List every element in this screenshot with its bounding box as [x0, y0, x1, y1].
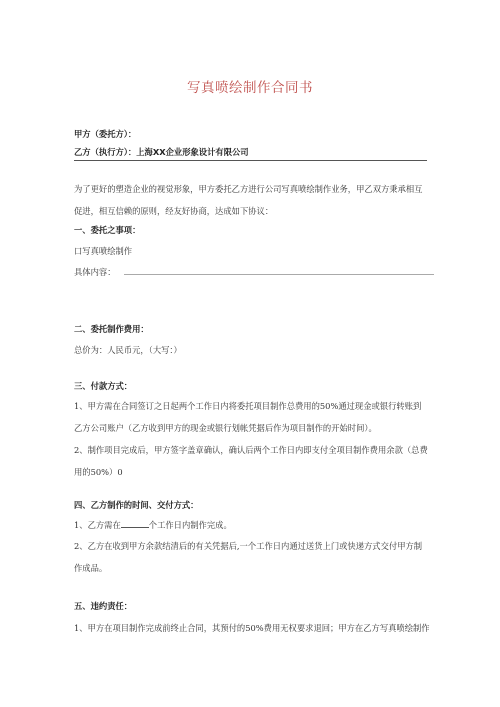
- s4-p1-start: 1、乙方需在: [74, 520, 121, 530]
- days-blank: [121, 519, 149, 528]
- section-1-detail: [74, 266, 434, 278]
- section-3-paragraph-1: 1、甲方需在合同签订之日起两个工作日内将委托项目制作总费用的50%通过现金或银行转账到乙方公司账户（乙方收到甲方的现金或银行划帐凭据后作为项目制作的开始时间）。: [74, 401, 422, 433]
- section-2-heading: 二、委托制作费用：: [74, 324, 149, 334]
- section-4-heading: 四、乙方制作的时间、交付方式：: [74, 500, 199, 510]
- party-b-label: 乙方（执行方）：上海XX企业形象设计有限公司: [74, 146, 427, 161]
- section-5-heading: 五、违约责任：: [74, 601, 133, 611]
- section-1-heading: 一、委托之事项：: [74, 225, 141, 235]
- section-5-paragraph-1: 1、甲方在项目制作完成前终止合同，其预付的50%费用无权要求退回；甲方在乙方写真喷绘制作: [74, 623, 430, 633]
- section-2-total: 总价为：人民币元，（大写：）: [74, 345, 182, 355]
- document-title: 写真喷绘制作合同书: [187, 80, 313, 96]
- s4-p1-end: 个工作日内制作完成。: [148, 520, 232, 530]
- section-4-paragraph-2: 2、乙方在收到甲方余款结清后的有关凭据后,一个工作日内通过送货上门或快递方式交付甲方制作成品。: [74, 541, 423, 573]
- section-3-paragraph-2: 2、制作项目完成后，甲方签字盖章确认，确认后两个工作日内即支付全项目制作费用余款（总费用的50%）0: [74, 445, 428, 477]
- detail-label: 具体内容：: [74, 267, 116, 277]
- party-a-label: 甲方（委托方）：: [74, 129, 137, 139]
- section-4-paragraph-1: [74, 519, 232, 531]
- detail-blank-line: [124, 266, 434, 275]
- intro-paragraph: 为了更好的塑造企业的视觉形象，甲方委托乙方进行公司写真喷绘制作业务，甲乙双方秉承相互促进，相互信赖的原则，经友好协商，达成如下协议：: [74, 184, 423, 216]
- section-3-heading: 三、付款方式：: [74, 381, 133, 391]
- section-1-item: 口写真喷绘制作: [74, 246, 133, 256]
